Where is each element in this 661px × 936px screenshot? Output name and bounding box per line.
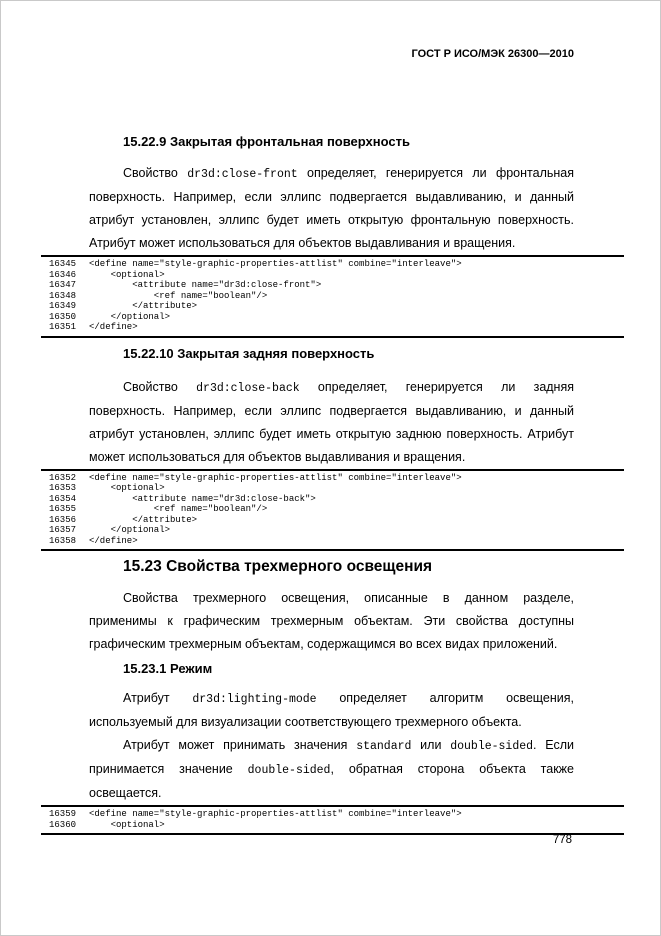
code-line — [41, 291, 624, 302]
code-line — [41, 515, 624, 526]
section-heading-15-22-10: 15.22.10 Закрытая задняя поверхность — [123, 345, 375, 361]
paragraph-text: , обратная сторона объекта также освещается. — [89, 762, 574, 800]
line-number: 16346 — [49, 269, 77, 280]
code-text: <optional> — [89, 483, 165, 493]
line-number: 16352 — [49, 472, 77, 483]
code-text: </define> — [89, 322, 138, 332]
line-number: 16349 — [49, 301, 77, 311]
code-block — [41, 255, 624, 338]
line-number: 16354 — [49, 493, 77, 504]
code-line — [41, 301, 624, 312]
paragraph-text: определяет алгоритм освещения, используемый для визуализации соответствующего трехмерного объекта. — [89, 691, 574, 729]
code-text: </optional> — [89, 311, 171, 322]
line-number: 16359 — [49, 809, 77, 819]
line-number: 16345 — [49, 259, 77, 269]
code-line — [41, 322, 624, 333]
code-text: <ref name="boolean"/> — [89, 290, 268, 301]
paragraph — [89, 162, 574, 255]
code-line — [41, 525, 624, 536]
code-text: <define name="style-graphic-properties-attlist" combine="interleave"> — [89, 472, 462, 483]
section-heading-15-23-1: 15.23.1 Режим — [123, 661, 213, 676]
code-block — [41, 469, 624, 552]
code-text: </attribute> — [89, 301, 198, 311]
page-footer — [553, 834, 572, 846]
line-number: 16356 — [49, 514, 77, 525]
code-line — [41, 280, 624, 291]
code-line — [41, 820, 624, 831]
line-number: 16355 — [49, 504, 77, 514]
inline-code: double-sided — [450, 740, 534, 753]
inline-code: double-sided — [247, 764, 331, 777]
code-text: <optional> — [89, 269, 165, 280]
line-number: 16357 — [49, 525, 77, 535]
code-line — [41, 473, 624, 484]
code-line — [41, 504, 624, 515]
line-number: 16358 — [49, 535, 77, 546]
line-number: 16353 — [49, 483, 77, 493]
code-text: <define name="style-graphic-properties-attlist" combine="interleave"> — [89, 809, 462, 819]
page-number: 778 — [552, 834, 572, 846]
line-number: 16351 — [49, 322, 77, 332]
inline-code: dr3d:lighting-mode — [192, 693, 317, 706]
line-number: 16348 — [49, 290, 77, 301]
code-line — [41, 494, 624, 505]
paragraph — [89, 687, 574, 734]
paragraph: Свойства трехмерного освещения, описанные в данном разделе, применимы к графическим трехмерным объектам. Эти свойства доступны графическим трехмерным объектам, содержащимся во всех видах приложений. — [89, 591, 574, 651]
code-line — [41, 809, 624, 820]
inline-code: dr3d:close-front — [187, 168, 298, 181]
page-content — [1, 1, 660, 835]
inline-code: dr3d:close-back — [196, 381, 300, 395]
paragraph-text: Атрибут может принимать значения — [123, 738, 357, 752]
code-text: </optional> — [89, 525, 171, 535]
paragraph-text: определяет, генерируется ли фронтальная поверхность. Например, если эллипс подвергается выдавливанию, и данный атрибут установлен, эллипс будет иметь открытую фронтальную поверхность. Атрибут может использоваться для объектов выдавливания и вращения. — [89, 166, 574, 250]
line-number: 16360 — [49, 819, 77, 830]
code-text: </define> — [89, 535, 138, 546]
paragraph-text: Свойство — [123, 166, 188, 180]
code-line — [41, 259, 624, 270]
paragraph — [89, 734, 574, 805]
paragraph-text: . Если принимается значение — [89, 738, 575, 776]
code-line — [41, 312, 624, 323]
code-line — [41, 270, 624, 281]
paragraph — [89, 376, 574, 469]
section-heading-15-22-9: 15.22.9 Закрытая фронтальная поверхность — [123, 134, 410, 149]
code-line — [41, 536, 624, 547]
page-header — [89, 47, 574, 61]
paragraph-text: Свойство — [123, 379, 197, 394]
code-block — [41, 805, 624, 835]
code-text: <optional> — [89, 819, 165, 830]
code-text: <ref name="boolean"/> — [89, 504, 268, 514]
section-heading-15-23: 15.23 Свойства трехмерного освещения — [123, 558, 433, 575]
paragraph-text: или — [411, 738, 451, 752]
code-text: </attribute> — [89, 514, 198, 525]
code-line — [41, 483, 624, 494]
inline-code: standard — [356, 740, 412, 753]
code-text: <attribute name="dr3d:close-front"> — [89, 280, 322, 290]
paragraph-text: Атрибут — [123, 691, 193, 705]
code-text: <define name="style-graphic-properties-attlist" combine="interleave"> — [89, 259, 462, 269]
doc-title: ГОСТ Р ИСО/МЭК 26300—2010 — [411, 48, 574, 60]
line-number: 16350 — [49, 311, 77, 322]
line-number: 16347 — [49, 280, 77, 290]
code-text: <attribute name="dr3d:close-back"> — [89, 493, 316, 504]
paragraph-text: определяет, генерируется ли задняя поверхность. Например, если эллипс подвергается выдавливанию, и данный атрибут установлен, эллипс будет иметь открытую заднюю поверхность. Атрибут может использоваться для объектов выдавливания и вращения. — [89, 379, 574, 464]
